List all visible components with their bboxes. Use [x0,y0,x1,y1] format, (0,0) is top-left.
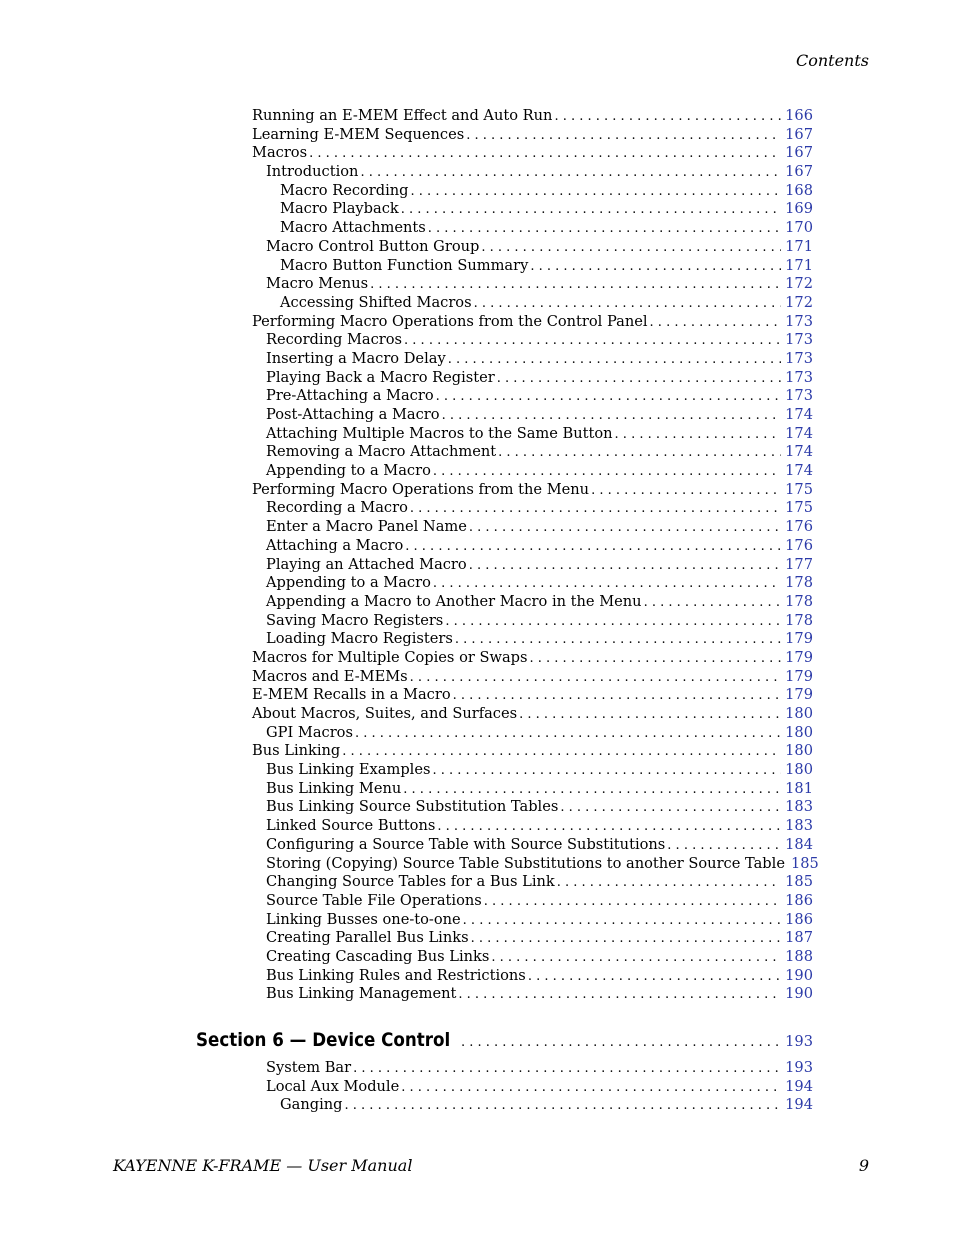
toc-entry-title: Performing Macro Operations from the Menu [252,480,590,498]
dot-leader [484,893,781,912]
section-page-link[interactable]: 193 [785,1033,813,1050]
toc-entry-title: About Macros, Suites, and Surfaces [252,705,518,722]
toc-entry-title: Macro Control Button Group [266,237,480,255]
dot-leader [461,1024,781,1062]
toc-page-link[interactable]: 171 [785,256,813,274]
toc-entry-title: System Bar [266,1059,352,1076]
dot-leader [433,575,781,594]
dot-leader [401,201,781,220]
toc-entry[interactable] [0,238,813,257]
toc-page-link[interactable]: 168 [785,181,813,199]
toc-entry[interactable] [0,443,813,462]
toc-entry-title: Playing an Attached Macro [266,555,467,573]
toc-entry[interactable] [0,948,813,967]
toc-page-link[interactable]: 175 [785,480,813,498]
toc-entry-title: Linked Source Buttons [266,817,436,835]
dot-leader [530,258,781,277]
toc-page-link[interactable]: 166 [785,107,813,124]
toc-page-link[interactable]: 167 [785,144,813,162]
dot-leader [445,613,781,632]
dot-leader [403,781,781,800]
toc-entry-title: Creating Parallel Bus Links [266,929,469,947]
toc-entry-title: Storing (Copying) Source Table Substitutions to another Source Table [266,854,785,872]
table-of-contents [0,107,954,1115]
toc-page-link[interactable]: 180 [785,705,813,722]
toc-entry-title: Removing a Macro Attachment [266,443,497,461]
dot-leader [591,482,781,501]
toc-page-link[interactable]: 187 [785,929,813,947]
toc-entry[interactable] [0,126,813,145]
toc-page-link[interactable]: 172 [785,293,813,311]
toc-entry[interactable] [0,200,813,219]
dot-leader [667,837,781,856]
dot-leader [481,239,781,258]
toc-entry-title: Macro Menus [266,275,369,293]
toc-page-link[interactable]: 186 [785,891,813,909]
toc-entry[interactable] [0,911,813,930]
toc-entry-title: Macro Recording [280,181,409,199]
toc-page-link[interactable]: 183 [785,817,813,835]
dot-leader [360,164,781,183]
dot-leader [437,818,781,837]
toc-page-link[interactable]: 194 [785,1077,813,1095]
toc-entry[interactable] [0,499,813,518]
toc-entry[interactable] [0,1096,813,1115]
dot-leader [432,762,781,781]
dot-leader [458,986,781,1005]
dot-leader [469,557,781,576]
toc-entry-title: Recording Macros [266,331,403,349]
dot-leader [498,444,781,463]
dot-leader [644,594,782,613]
toc-page-link[interactable]: 174 [785,462,813,480]
toc-section-list [0,1059,954,1115]
toc-entry[interactable] [0,929,813,948]
toc-page-link[interactable]: 180 [785,723,813,741]
toc-entry[interactable] [0,836,813,855]
toc-page-link[interactable]: 173 [785,331,813,349]
toc-entry[interactable] [0,481,813,500]
toc-entry-title: Bus Linking Management [266,985,457,1003]
toc-entry-title: Playing Back a Macro Register [266,368,495,386]
toc-page-link[interactable]: 185 [785,873,813,891]
toc-page-link[interactable]: 175 [785,499,813,517]
toc-section-heading[interactable] [0,1021,813,1059]
toc-entry[interactable] [0,873,813,892]
dot-leader [370,276,781,295]
toc-page-link[interactable]: 174 [785,443,813,461]
dot-leader [401,1079,781,1098]
toc-entry-title: E-MEM Recalls in a Macro [252,686,451,704]
toc-entry[interactable] [0,1078,813,1097]
toc-page-link[interactable]: 170 [785,219,813,237]
toc-entry[interactable] [0,163,813,182]
toc-page-link[interactable]: 171 [785,237,813,255]
dot-leader [345,1097,782,1116]
toc-entry-title: Pre-Attaching a Macro [266,387,434,405]
running-header: Contents [795,51,869,70]
dot-leader [410,500,781,519]
dot-leader [650,314,782,333]
toc-entry[interactable] [0,1059,813,1078]
dot-leader [411,183,782,202]
dot-leader [557,874,781,893]
toc-entry-title: Appending a Macro to Another Macro in the Menu [266,592,642,610]
toc-entry[interactable] [0,761,813,780]
toc-entry[interactable] [0,724,813,743]
toc-entry[interactable] [0,144,813,163]
toc-entry-title: Local Aux Module [266,1077,400,1095]
toc-entry[interactable] [0,593,813,612]
toc-page-link[interactable]: 177 [785,555,813,573]
dot-leader [560,799,781,818]
toc-entry-title: Macros [252,144,308,162]
section-title: Section 6 — Device Control [196,1029,451,1051]
toc-entry[interactable] [0,331,813,350]
toc-page-link[interactable]: 179 [785,648,813,666]
toc-entry[interactable] [0,275,813,294]
dot-leader [355,725,781,744]
toc-entry[interactable] [0,817,813,836]
toc-entry-title: Performing Macro Operations from the Control Panel [252,312,648,330]
toc-entry[interactable] [0,854,819,874]
toc-entry[interactable] [0,574,813,593]
toc-entry[interactable] [0,985,813,1004]
dot-leader [528,968,781,987]
toc-entry-title: Inserting a Macro Delay [266,349,446,367]
toc-entry-title: Running an E-MEM Effect and Auto Run [252,107,553,124]
toc-page-link[interactable]: 176 [785,536,813,554]
dot-leader [433,463,781,482]
dot-leader [615,426,782,445]
toc-entry[interactable] [0,425,813,444]
toc-entry[interactable] [0,967,813,986]
toc-page-link[interactable]: 172 [785,275,813,293]
toc-page-link[interactable]: 178 [785,574,813,592]
footer-manual-title: KAYENNE K-FRAME — User Manual [113,1156,413,1175]
dot-leader [442,407,782,426]
toc-entry[interactable] [0,742,813,761]
toc-entry-title: Macro Attachments [280,219,426,237]
toc-entry-title: Configuring a Source Table with Source Substitutions [266,835,666,853]
toc-entry[interactable] [0,219,813,238]
toc-entry-title: Recording a Macro [266,499,408,517]
toc-page-link[interactable]: 186 [785,910,813,928]
toc-page-link[interactable]: 176 [785,518,813,536]
dot-leader [404,332,781,351]
toc-entry-title: Creating Cascading Bus Links [266,947,490,965]
toc-page-link[interactable]: 180 [785,761,813,779]
dot-leader [471,930,782,949]
dot-leader [474,295,782,314]
toc-entry-title: Bus Linking Menu [266,779,402,797]
toc-entry[interactable] [0,257,813,276]
toc-entry-title: Macro Button Function Summary [280,256,529,274]
toc-page-link[interactable]: 173 [785,387,813,405]
toc-entry[interactable] [0,350,813,369]
toc-entry[interactable] [0,313,813,332]
toc-page-link[interactable]: 194 [785,1096,813,1114]
toc-entry-title: Bus Linking Rules and Restrictions [266,966,526,984]
toc-entry[interactable] [0,107,813,126]
toc-main-list [0,107,954,1004]
toc-entry-title: Bus Linking [252,742,341,760]
toc-page-link[interactable]: 169 [785,200,813,218]
dot-leader [353,1060,781,1079]
toc-entry-title: Accessing Shifted Macros [280,293,472,311]
dot-leader [410,669,781,688]
dot-leader [455,631,781,650]
toc-page-link[interactable]: 167 [785,125,813,143]
toc-entry-title: Ganging [280,1096,343,1114]
toc-page-link[interactable]: 179 [785,667,813,685]
toc-entry-title: Changing Source Tables for a Bus Link [266,873,555,891]
toc-entry-title: Macros for Multiple Copies or Swaps [252,648,528,666]
toc-page-link[interactable]: 179 [785,630,813,648]
toc-page-link[interactable]: 173 [785,368,813,386]
toc-entry-title: GPI Macros [266,723,353,741]
toc-entry-title: Source Table File Operations [266,891,482,909]
toc-page-link[interactable]: 178 [785,592,813,610]
toc-entry-title: Appending to a Macro [266,574,431,592]
toc-page-link[interactable]: 178 [785,611,813,629]
dot-leader [428,220,781,239]
toc-page-link[interactable]: 179 [785,686,813,704]
toc-entry-title: Bus Linking Examples [266,761,431,779]
toc-entry-title: Appending to a Macro [266,462,431,480]
toc-entry-title: Introduction [266,163,359,181]
toc-entry[interactable] [0,387,813,406]
dot-leader [469,519,781,538]
toc-page-link[interactable]: 167 [785,163,813,181]
toc-page-link[interactable]: 181 [785,779,813,797]
toc-page-link[interactable]: 174 [785,406,813,423]
toc-entry[interactable] [0,518,813,537]
toc-entry[interactable] [0,892,813,911]
toc-entry-title: Loading Macro Registers [266,630,453,648]
toc-entry[interactable] [0,406,813,425]
dot-leader [554,108,781,127]
toc-page-link[interactable]: 173 [785,349,813,367]
toc-page-link[interactable]: 184 [785,835,813,853]
dot-leader [491,949,781,968]
toc-entry[interactable] [0,556,813,575]
toc-entry[interactable] [0,630,813,649]
dot-leader [453,687,782,706]
dot-leader [497,370,781,389]
toc-entry-title: Bus Linking Source Substitution Tables [266,798,559,816]
toc-entry[interactable] [0,705,813,724]
dot-leader [342,743,781,762]
dot-leader [530,650,782,669]
toc-entry[interactable] [0,537,813,556]
toc-entry[interactable] [0,462,813,481]
toc-page-link[interactable]: 173 [785,312,813,330]
dot-leader [436,388,782,407]
toc-entry-title: Attaching a Macro [266,536,404,554]
toc-entry-title: Macro Playback [280,200,399,218]
dot-leader [405,538,781,557]
toc-entry-title: Attaching Multiple Macros to the Same Button [266,424,613,442]
toc-page-link[interactable]: 188 [785,947,813,965]
toc-entry[interactable] [0,294,813,313]
toc-entry[interactable] [0,780,813,799]
toc-page-link[interactable]: 174 [785,424,813,442]
toc-entry[interactable] [0,649,813,668]
toc-page-link[interactable]: 185 [790,854,819,872]
toc-page-link[interactable]: 180 [785,742,813,760]
toc-page-link[interactable]: 193 [785,1059,813,1076]
dot-leader [519,706,781,725]
toc-entry[interactable] [0,182,813,201]
toc-entry-title: Enter a Macro Panel Name [266,518,467,536]
dot-leader [448,351,781,370]
dot-leader [309,145,781,164]
toc-entry-title: Linking Busses one-to-one [266,910,461,928]
dot-leader [463,912,781,931]
toc-entry[interactable] [0,668,813,687]
toc-entry-title: Saving Macro Registers [266,611,444,629]
toc-entry[interactable] [0,612,813,631]
footer-page-number: 9 [858,1156,869,1175]
toc-entry-title: Learning E-MEM Sequences [252,125,465,143]
toc-page-link[interactable]: 190 [785,985,813,1003]
toc-page-link[interactable]: 190 [785,966,813,984]
toc-page-link[interactable]: 183 [785,798,813,816]
toc-entry-title: Macros and E-MEMs [252,667,408,685]
toc-entry-title: Post-Attaching a Macro [266,406,440,423]
dot-leader [466,127,781,146]
toc-entry[interactable] [0,686,813,705]
toc-entry[interactable] [0,798,813,817]
toc-entry[interactable] [0,369,813,388]
